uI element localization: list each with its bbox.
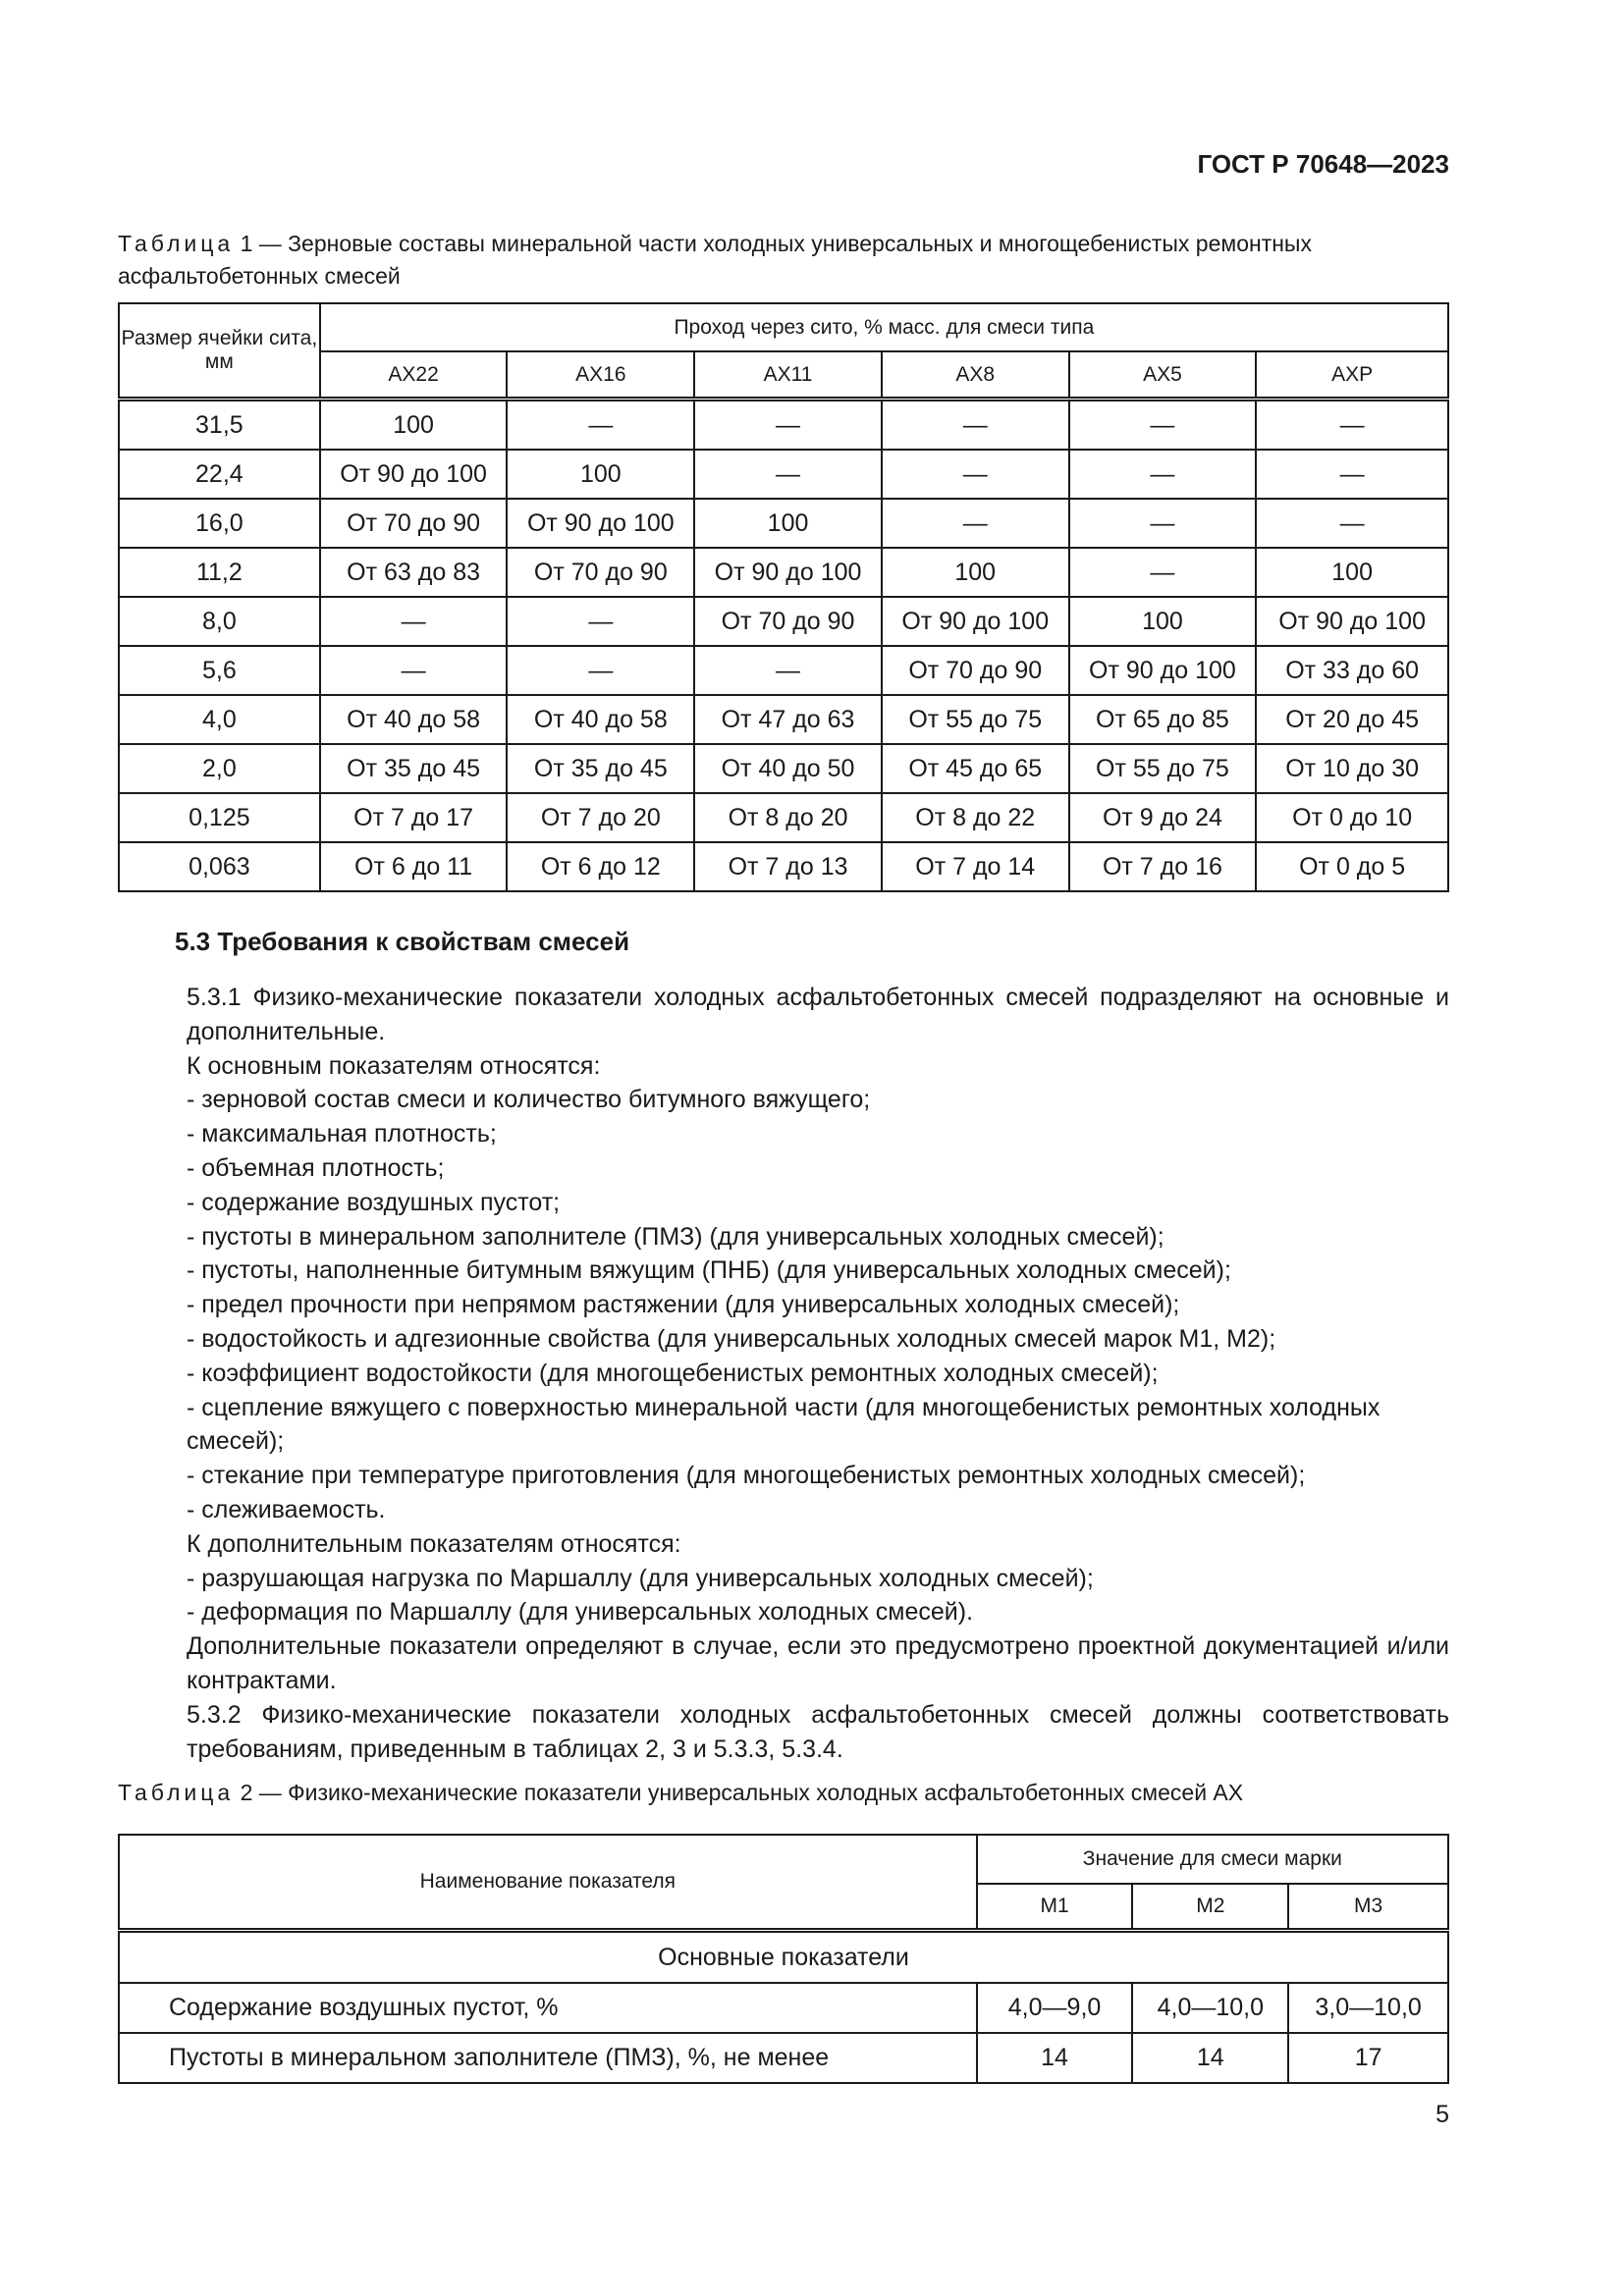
list-item: - максимальная плотность; — [187, 1120, 497, 1148]
pass-value-cell: От 90 до 100 — [1256, 597, 1448, 646]
pass-value-cell: От 35 до 45 — [320, 744, 508, 793]
pass-value-cell: — — [1256, 499, 1448, 548]
list-item: - сцепление вяжущего с поверхностью минеральной части (для многощебенистых ремонтных холодных смесей); — [187, 1393, 1380, 1456]
pass-value-cell: От 8 до 22 — [882, 793, 1069, 842]
pass-value-cell: — — [507, 597, 694, 646]
pass-value-cell: — — [694, 450, 882, 499]
pass-value-cell: — — [1069, 499, 1257, 548]
sieve-size-cell: 4,0 — [119, 695, 320, 744]
mix-type-header: АХ16 — [507, 351, 694, 400]
pass-value-cell: От 70 до 90 — [507, 548, 694, 597]
pass-value-cell: От 33 до 60 — [1256, 646, 1448, 695]
table2-section-row: Основные показатели — [119, 1931, 1448, 1984]
pass-value-cell: От 40 до 58 — [320, 695, 508, 744]
pass-value-cell: — — [1256, 400, 1448, 451]
table2-name-header: Наименование показателя — [119, 1835, 977, 1931]
section-heading: 5.3 Требования к свойствам смесей — [175, 927, 630, 956]
table-row — [119, 842, 1448, 891]
pass-value-cell: От 9 до 24 — [1069, 793, 1257, 842]
paragraph-5-3-2: 5.3.2 Физико-механические показатели холодных асфальтобетонных смесей должны соответствовать требованиям, приведенным в таблицах 2, 3 и 5.3.3, 5.3.4. — [187, 1700, 1449, 1763]
pass-value-cell: — — [1256, 450, 1448, 499]
pass-value-cell: От 55 до 75 — [1069, 744, 1257, 793]
pass-value-cell: От 55 до 75 — [882, 695, 1069, 744]
pass-value-cell: От 6 до 11 — [320, 842, 508, 891]
pass-value-cell: — — [1069, 548, 1257, 597]
list-item: - зерновой состав смеси и количество битумного вяжущего; — [187, 1086, 871, 1114]
list-item: - пустоты в минеральном заполнителе (ПМЗ) (для универсальных холодных смесей); — [187, 1222, 1164, 1251]
pass-value-cell: — — [694, 646, 882, 695]
list-item: - стекание при температуре приготовления (для многощебенистых ремонтных холодных смесей); — [187, 1462, 1306, 1490]
table1-group-header: Проход через сито, % масс. для смеси типа — [320, 303, 1448, 351]
table-row — [119, 548, 1448, 597]
pass-value-cell: — — [694, 400, 882, 451]
pass-value-cell: От 70 до 90 — [320, 499, 508, 548]
pass-value-cell: — — [507, 646, 694, 695]
paragraph-5-3-1: 5.3.1 Физико-механические показатели холодных асфальтобетонных смесей подразделяют на основные и дополнительные. — [187, 984, 1449, 1045]
pass-value-cell: — — [320, 597, 508, 646]
table-row — [119, 2033, 1448, 2083]
pass-value-cell: 100 — [694, 499, 882, 548]
indicator-value-cell: 3,0—10,0 — [1288, 1983, 1448, 2033]
pass-value-cell: 100 — [1069, 597, 1257, 646]
pass-value-cell: От 70 до 90 — [694, 597, 882, 646]
mix-type-header: АХ22 — [320, 351, 508, 400]
sieve-size-cell: 0,125 — [119, 793, 320, 842]
sieve-size-cell: 11,2 — [119, 548, 320, 597]
grade-header: М2 — [1132, 1884, 1288, 1931]
list-item: - коэффициент водостойкости (для многощебенистых ремонтных холодных смесей); — [187, 1359, 1159, 1387]
pass-value-cell: От 45 до 65 — [882, 744, 1069, 793]
grade-header: М3 — [1288, 1884, 1448, 1931]
sieve-size-cell: 8,0 — [119, 597, 320, 646]
indicator-value-cell: 14 — [977, 2033, 1133, 2083]
table-row — [119, 744, 1448, 793]
list-item: - объемная плотность; — [187, 1153, 445, 1182]
document-designation: ГОСТ Р 70648—2023 — [1197, 149, 1449, 179]
pass-value-cell: От 7 до 16 — [1069, 842, 1257, 891]
pass-value-cell: От 47 до 63 — [694, 695, 882, 744]
pass-value-cell: От 0 до 5 — [1256, 842, 1448, 891]
sieve-size-cell: 5,6 — [119, 646, 320, 695]
pass-value-cell: От 8 до 20 — [694, 793, 882, 842]
pass-value-cell: От 10 до 30 — [1256, 744, 1448, 793]
indicator-name-cell: Пустоты в минеральном заполнителе (ПМЗ), %, не менее — [119, 2033, 977, 2083]
extra-indicators-list — [118, 1562, 1449, 1630]
pass-value-cell: От 70 до 90 — [882, 646, 1069, 695]
table-row — [119, 1983, 1448, 2033]
pass-value-cell: 100 — [1256, 548, 1448, 597]
indicator-value-cell: 4,0—9,0 — [977, 1983, 1133, 2033]
extra-indicators-intro: К дополнительным показателям относятся: — [187, 1529, 681, 1558]
mix-type-header: АХР — [1256, 351, 1448, 400]
pass-value-cell: — — [882, 400, 1069, 451]
pass-value-cell: — — [1069, 400, 1257, 451]
table-row — [119, 450, 1448, 499]
table-row — [119, 646, 1448, 695]
pass-value-cell: От 7 до 14 — [882, 842, 1069, 891]
list-item: - водостойкость и адгезионные свойства (для универсальных холодных смесей марок М1, М2); — [187, 1324, 1276, 1353]
pass-value-cell: От 7 до 20 — [507, 793, 694, 842]
sieve-size-cell: 22,4 — [119, 450, 320, 499]
sieve-size-cell: 0,063 — [119, 842, 320, 891]
pass-value-cell: От 63 до 83 — [320, 548, 508, 597]
pass-value-cell: От 0 до 10 — [1256, 793, 1448, 842]
table1-sieve-header: Размер ячейки сита, мм — [119, 303, 320, 400]
mix-type-header: АХ5 — [1069, 351, 1257, 400]
pass-value-cell: От 90 до 100 — [882, 597, 1069, 646]
table1 — [118, 302, 1449, 892]
table-row — [119, 793, 1448, 842]
body-text — [118, 981, 1449, 1766]
pass-value-cell: От 90 до 100 — [694, 548, 882, 597]
indicator-value-cell: 4,0—10,0 — [1132, 1983, 1288, 2033]
pass-value-cell: От 90 до 100 — [320, 450, 508, 499]
table2-title: 2 — Физико-механические показатели универсальных холодных асфальтобетонных смесей АХ — [234, 1780, 1244, 1805]
main-indicators-intro: К основным показателям относятся: — [187, 1051, 601, 1080]
pass-value-cell: — — [320, 646, 508, 695]
mix-type-header: АХ8 — [882, 351, 1069, 400]
table1-caption — [118, 228, 1449, 293]
pass-value-cell: От 65 до 85 — [1069, 695, 1257, 744]
pass-value-cell: От 40 до 58 — [507, 695, 694, 744]
pass-value-cell: От 7 до 13 — [694, 842, 882, 891]
pass-value-cell: От 20 до 45 — [1256, 695, 1448, 744]
table2-label: Таблица — [118, 1780, 235, 1805]
pass-value-cell: От 90 до 100 — [507, 499, 694, 548]
pass-value-cell: — — [507, 400, 694, 451]
pass-value-cell: От 40 до 50 — [694, 744, 882, 793]
pass-value-cell: От 7 до 17 — [320, 793, 508, 842]
indicator-name-cell: Содержание воздушных пустот, % — [119, 1983, 977, 2033]
pass-value-cell: От 6 до 12 — [507, 842, 694, 891]
table2-caption — [118, 1777, 1449, 1809]
pass-value-cell: 100 — [320, 400, 508, 451]
table-row — [119, 499, 1448, 548]
list-item: - разрушающая нагрузка по Маршаллу (для универсальных холодных смесей); — [187, 1564, 1094, 1592]
pass-value-cell: — — [882, 499, 1069, 548]
pass-value-cell: От 35 до 45 — [507, 744, 694, 793]
paragraph-extra-note: Дополнительные показатели определяют в случае, если это предусмотрено проектной документацией и/или контрактами. — [187, 1632, 1449, 1694]
pass-value-cell: — — [882, 450, 1069, 499]
list-item: - слеживаемость. — [187, 1495, 386, 1523]
table2 — [118, 1834, 1449, 2084]
table-row — [119, 597, 1448, 646]
table-row — [119, 695, 1448, 744]
list-item: - содержание воздушных пустот; — [187, 1188, 561, 1216]
list-item: - деформация по Маршаллу (для универсальных холодных смесей). — [187, 1598, 974, 1627]
sieve-size-cell: 16,0 — [119, 499, 320, 548]
grade-header: М1 — [977, 1884, 1133, 1931]
sieve-size-cell: 31,5 — [119, 400, 320, 451]
sieve-size-cell: 2,0 — [119, 744, 320, 793]
indicator-value-cell: 17 — [1288, 2033, 1448, 2083]
page-number: 5 — [1435, 2101, 1449, 2128]
pass-value-cell: 100 — [507, 450, 694, 499]
list-item: - предел прочности при непрямом растяжении (для универсальных холодных смесей); — [187, 1291, 1180, 1319]
list-item: - пустоты, наполненные битумным вяжущим (ПНБ) (для универсальных холодных смесей); — [187, 1256, 1231, 1285]
indicator-value-cell: 14 — [1132, 2033, 1288, 2083]
pass-value-cell: От 90 до 100 — [1069, 646, 1257, 695]
table-row — [119, 400, 1448, 451]
main-indicators-list — [118, 1083, 1449, 1526]
mix-type-header: АХ11 — [694, 351, 882, 400]
table1-label: Таблица — [118, 231, 235, 256]
table2-group-header: Значение для смеси марки — [977, 1835, 1448, 1884]
pass-value-cell: 100 — [882, 548, 1069, 597]
pass-value-cell: — — [1069, 450, 1257, 499]
table1-title: 1 — Зерновые составы минеральной части холодных универсальных и многощебенистых ремонтных асфальтобетонных смесей — [118, 231, 1312, 289]
